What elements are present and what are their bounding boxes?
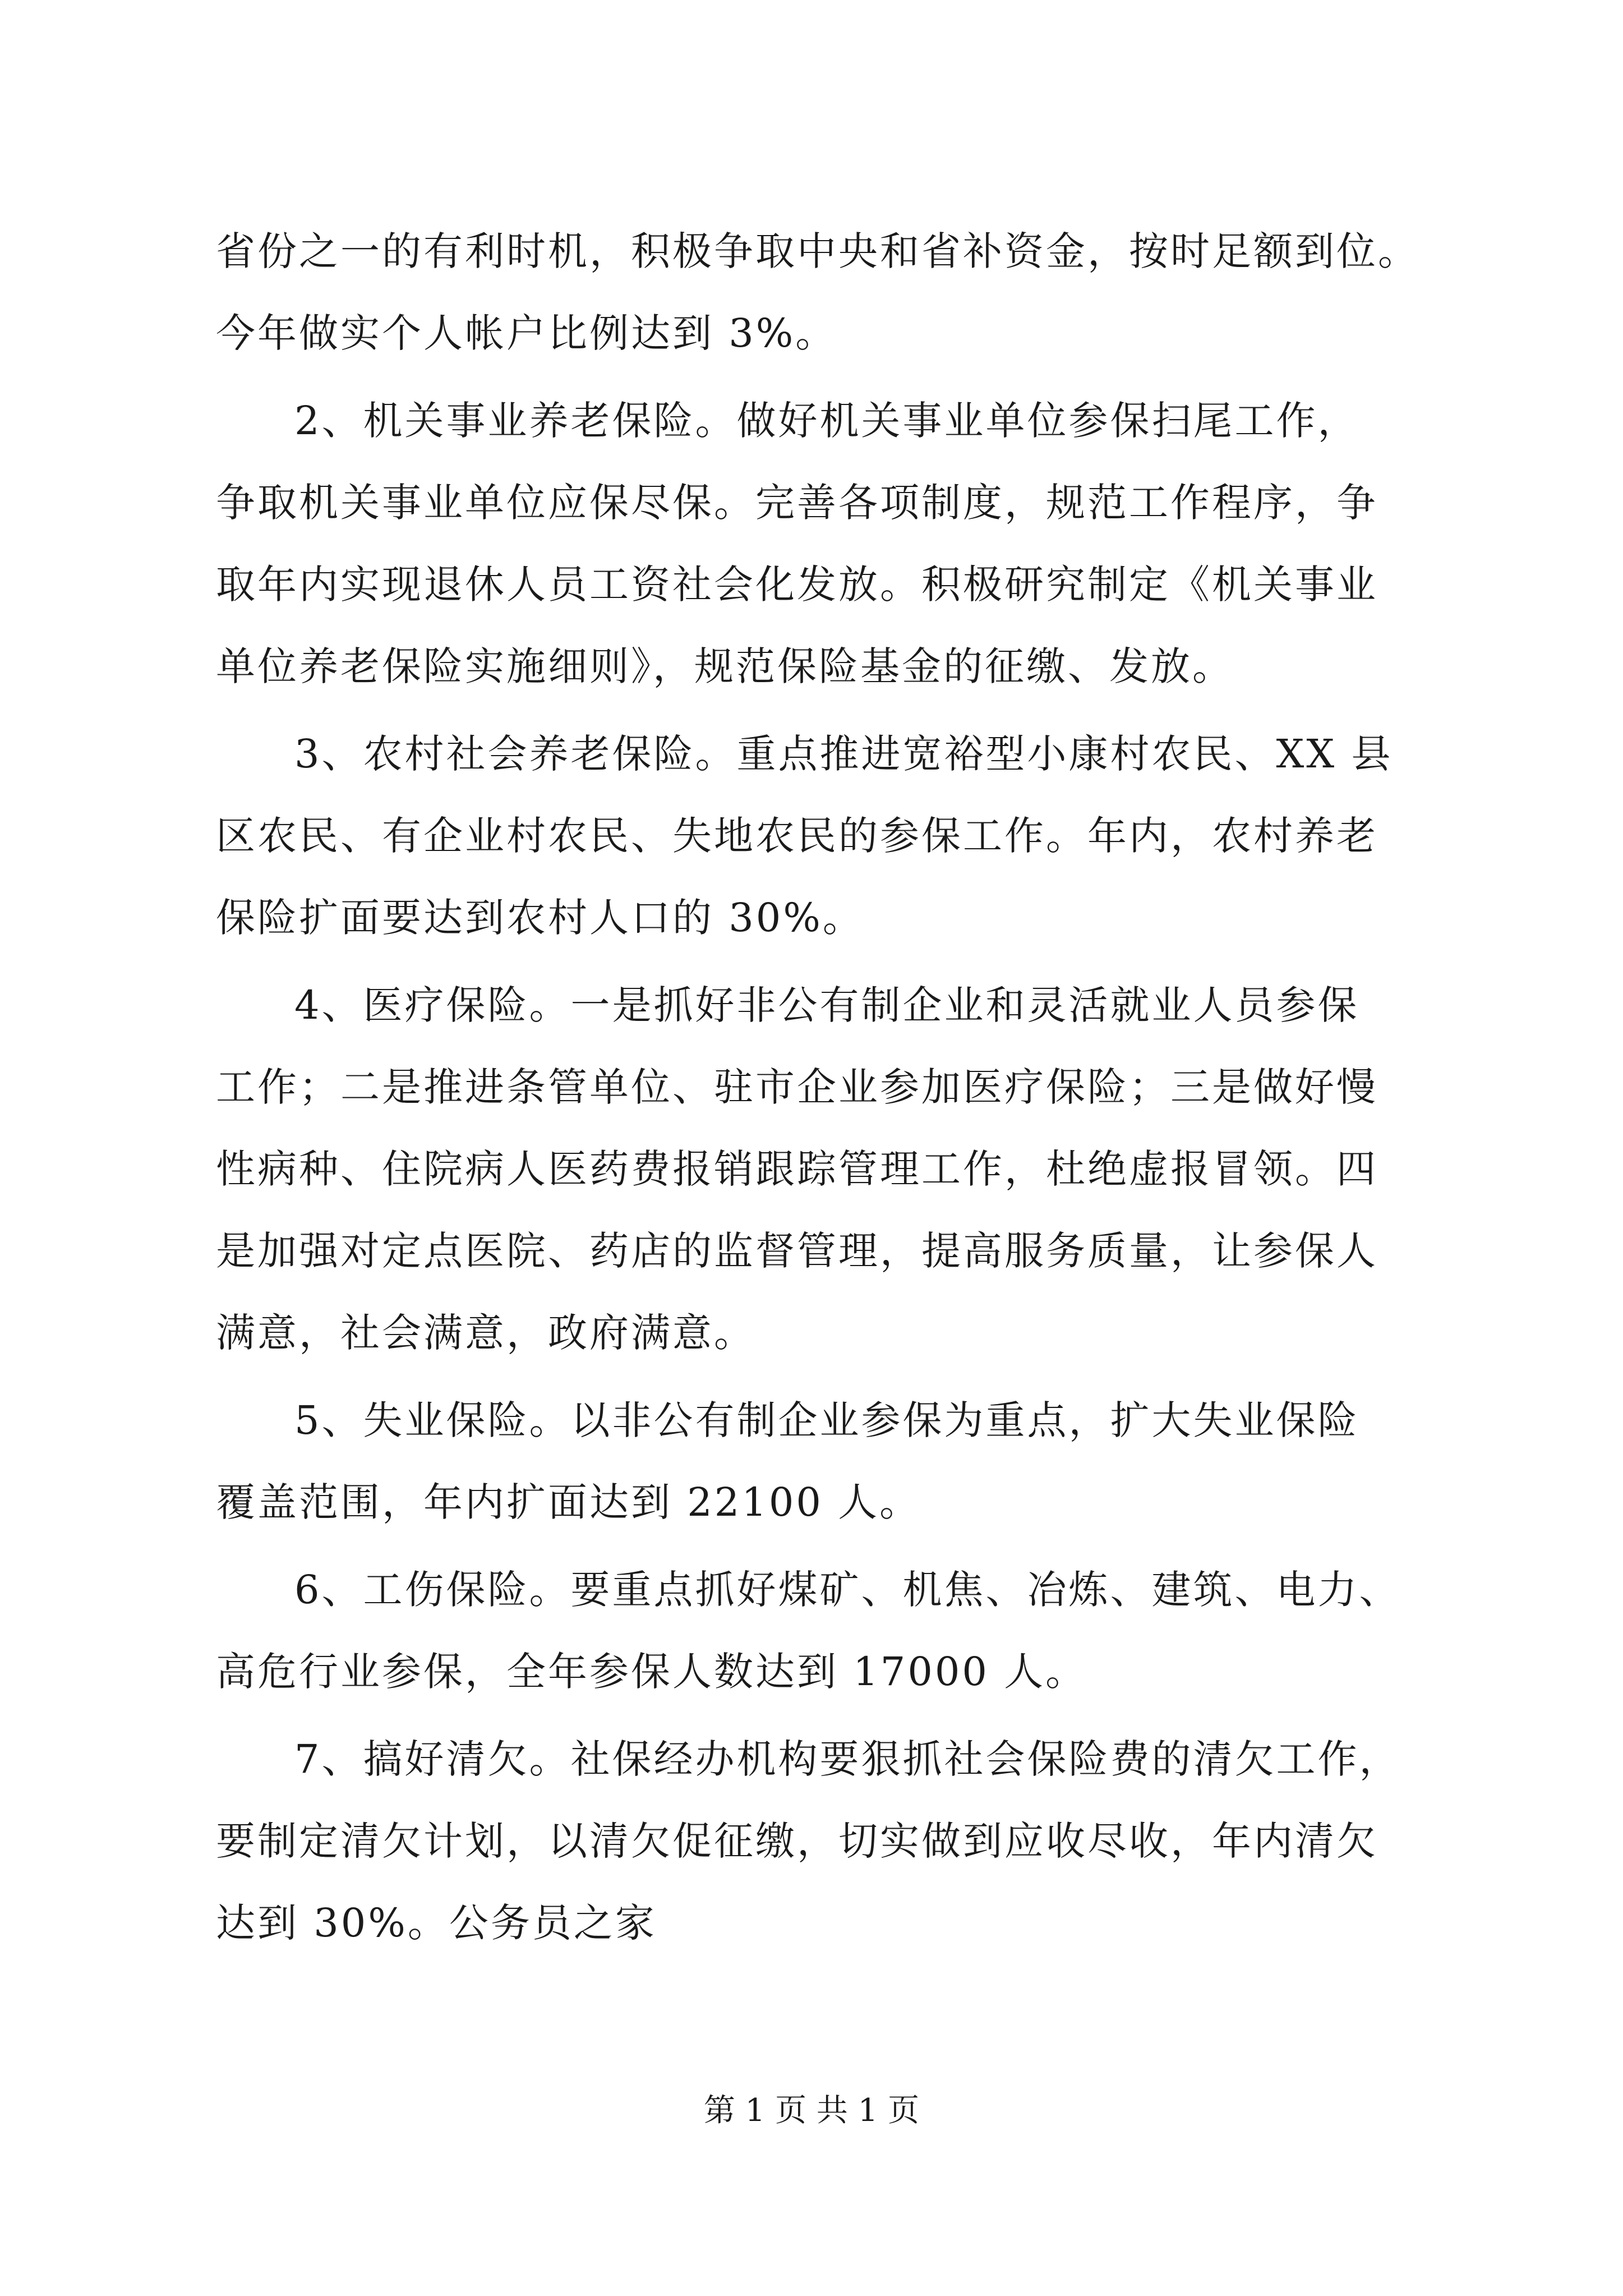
paragraph-4 [216, 964, 1438, 1374]
text-line: 是加强对定点医院、药店的监督管理，提高服务质量，让参保人 [216, 1228, 1378, 1274]
text-line: 满意，社会满意，政府满意。 [216, 1310, 755, 1356]
text-line: 3、农村社会养老保险。重点推进宽裕型小康村农民、XX 县 [294, 731, 1393, 777]
text-line: 4、医疗保险。一是抓好非公有制企业和灵活就业人员参保 [294, 982, 1359, 1028]
text-line: 区农民、有企业村农民、失地农民的参保工作。年内，农村养老 [216, 813, 1378, 859]
text-line: 性病种、住院病人医药费报销跟踪管理工作，杜绝虚报冒领。四 [216, 1146, 1378, 1192]
text-line: 工作；二是推进条管单位、驻市企业参加医疗保险；三是做好慢 [216, 1064, 1378, 1110]
text-line: 2、机关事业养老保险。做好机关事业单位参保扫尾工作， [294, 398, 1359, 444]
text-line: 保险扩面要达到农村人口的 30%。 [216, 895, 864, 941]
paragraph-2 [216, 380, 1438, 707]
text-line: 省份之一的有利时机，积极争取中央和省补资金，按时足额到位。 [216, 228, 1419, 274]
paragraph-3 [216, 713, 1438, 959]
text-line: 覆盖范围，年内扩面达到 22100 人。 [216, 1479, 921, 1525]
text-line: 6、工伤保险。要重点抓好煤矿、机焦、冶炼、建筑、电力、 [294, 1567, 1401, 1613]
text-line: 单位养老保险实施细则》，规范保险基金的征缴、发放。 [216, 643, 1234, 689]
text-line: 达到 30%。公务员之家 [216, 1900, 657, 1946]
text-line: 取年内实现退休人员工资社会化发放。积极研究制定《机关事业 [216, 562, 1378, 608]
text-line: 5、失业保险。以非公有制企业参保为重点，扩大失业保险 [294, 1397, 1359, 1443]
paragraph-6 [216, 1549, 1438, 1713]
text-line: 今年做实个人帐户比例达到 3%。 [216, 310, 837, 356]
text-line: 要制定清欠计划，以清欠促征缴，切实做到应收尽收，年内清欠 [216, 1818, 1378, 1864]
document-body [216, 210, 1438, 1970]
paragraph-7 [216, 1718, 1438, 1964]
paragraph-1 [216, 210, 1438, 374]
text-line: 争取机关事业单位应保尽保。完善各项制度，规范工作程序，争 [216, 480, 1378, 526]
paragraph-5 [216, 1379, 1438, 1543]
text-line: 7、搞好清欠。社保经办机构要狠抓社会保险费的清欠工作， [294, 1736, 1401, 1782]
text-line: 高危行业参保，全年参保人数达到 17000 人。 [216, 1649, 1087, 1695]
page-footer: 第 1 页 共 1 页 [703, 2092, 920, 2129]
